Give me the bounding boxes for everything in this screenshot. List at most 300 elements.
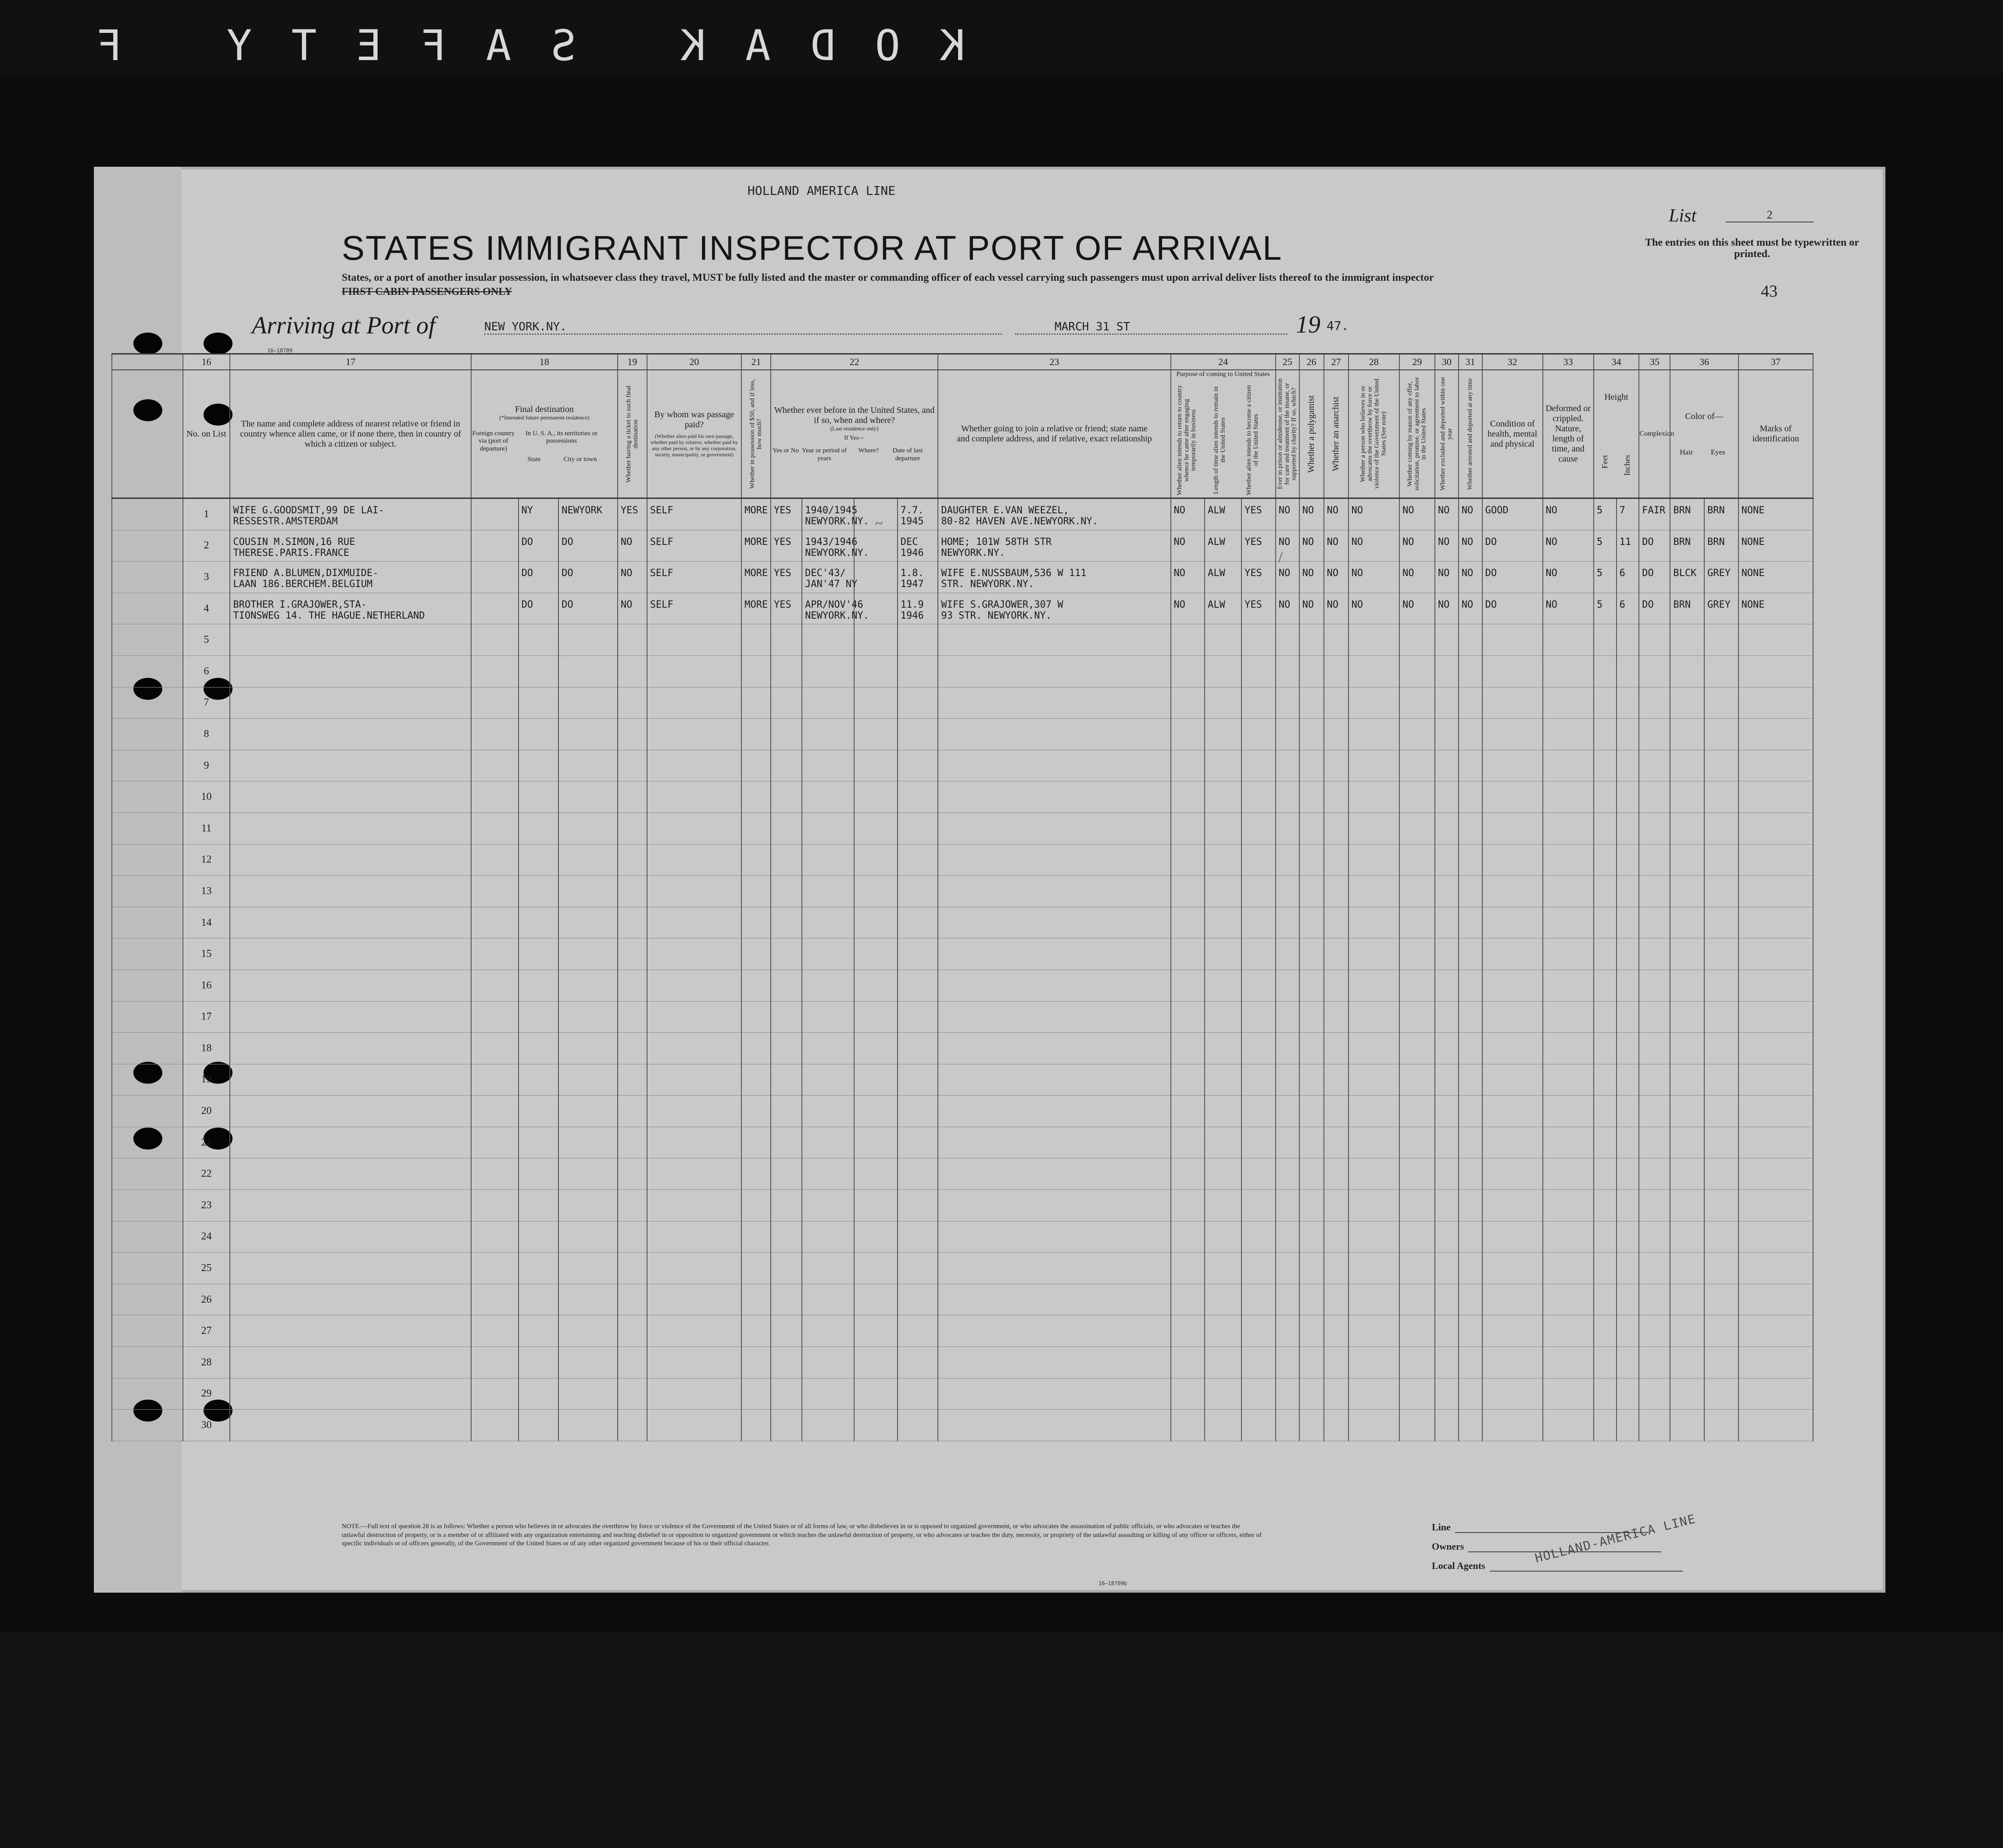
- excluded-label: Whether excluded and deported within one year: [1439, 377, 1453, 491]
- cell-purpose-return: [1171, 781, 1205, 813]
- cell-line: DO: [562, 599, 573, 610]
- cell-relative-address: [230, 593, 471, 624]
- cell-prev-where: [854, 624, 898, 656]
- cell-line: NO: [620, 568, 633, 579]
- film-bottom-border: [0, 1632, 2003, 1848]
- cell-join-relative: [938, 1315, 1170, 1347]
- cell-dest-city: [558, 1190, 618, 1221]
- struck-class-line: FIRST CABIN PASSENGERS ONLY: [342, 286, 512, 297]
- cell-purpose-return: [1171, 813, 1205, 844]
- money-label: Whether in possession of $50, and if less, how much?: [748, 379, 763, 489]
- cell-anarchist: [1324, 1410, 1348, 1441]
- cell-prison: [1276, 907, 1299, 938]
- cell-line: YES: [774, 568, 791, 579]
- cell-money: [741, 1410, 771, 1441]
- punch-hole: [133, 333, 162, 355]
- overthrow-label: Whether a person who believes in or advocates the overthrow by force or violence of the Government of the United States (See note): [1359, 379, 1388, 489]
- cell-line: NO: [1351, 505, 1363, 516]
- cell-dest-city: [558, 907, 618, 938]
- cell-line: WIFE G.GOODSMIT,99 DE LAI-: [233, 505, 384, 516]
- cell-line: NO: [620, 536, 633, 548]
- cell-prev-yes-no: [771, 1410, 802, 1441]
- cell-prev-years: [802, 1127, 854, 1158]
- cell-excluded: [1435, 1410, 1459, 1441]
- cell-dest-state: [519, 876, 559, 907]
- cell-hair-color: [1670, 1033, 1704, 1064]
- cell-blank: [112, 781, 183, 813]
- cell-labor-offer: [1399, 1064, 1435, 1096]
- cell-excluded: [1435, 1221, 1459, 1253]
- cell-ticket: [618, 844, 647, 876]
- cell-labor-offer: [1399, 938, 1435, 970]
- cell-line: NO: [1438, 536, 1450, 548]
- company-overline: HOLLAND AMERICA LINE: [748, 183, 896, 198]
- table-row: [112, 562, 1813, 593]
- cell-prison: [1276, 938, 1299, 970]
- cell-deformed: [1543, 1158, 1594, 1190]
- cell-relative-address: [230, 907, 471, 938]
- cell-relative-address: [230, 498, 471, 530]
- previous-us-ifyes: If Yes—: [844, 435, 865, 442]
- cell-purpose-citizen: [1241, 1347, 1276, 1379]
- cell-line: NO: [1327, 505, 1339, 516]
- footnote-question-28: NOTE.—Full text of question 28 is as follows: Whether a person who believes in or advocates the overthrow by force or violence of the Government of the United States or of all forms of law, or who disbelieves in or is opposed to organized government, or who advocates the assassination of public officials, or who advocates or teaches the unlawful destruction of property, or is a member of or affiliated with any organization entertaining and teaching disbelief in or opposition to organized government or which teaches the unlawful destruction of property, or who advocates or teaches the duty, necessity, or propriety of the unlawful assaulting or killing of any officer or officers, either of specific individuals or of officers generally, of the Government of the United States or of any other organized government because of his or their official character.: [342, 1523, 1262, 1547]
- cell-dest-state: [519, 750, 559, 781]
- cell-join-relative: [938, 876, 1170, 907]
- cell-height-feet: [1594, 781, 1617, 813]
- cell-line: ALW: [1208, 599, 1225, 610]
- cell-height-feet: [1594, 1315, 1617, 1347]
- cell-marks: [1738, 624, 1813, 656]
- cell-prev-date: [898, 938, 938, 970]
- cell-height-inches: [1617, 844, 1639, 876]
- cell-anarchist: [1324, 1064, 1348, 1096]
- cell-prev-where: [854, 1096, 898, 1127]
- cell-join-relative: [938, 624, 1170, 656]
- cell-hair-color: [1670, 498, 1704, 530]
- cell-join-relative: [938, 1410, 1170, 1441]
- cell-line: [855, 499, 897, 505]
- cell-marks: [1738, 655, 1813, 687]
- cell-polygamist: [1299, 876, 1324, 907]
- cell-relative-address: [230, 1096, 471, 1127]
- cell-polygamist: [1299, 624, 1324, 656]
- cell-passage-paid-by: [647, 1127, 742, 1158]
- cell-line: [472, 499, 518, 505]
- cell-join-relative: [938, 1190, 1170, 1221]
- cell-join-relative: [938, 970, 1170, 1001]
- cell-height-feet: [1594, 813, 1617, 844]
- cell-row-number: 22: [183, 1158, 230, 1190]
- cell-ticket: [618, 1378, 647, 1410]
- cell-purpose-return: [1171, 562, 1205, 593]
- cell-health: [1482, 1284, 1543, 1315]
- cell-labor-offer: [1399, 719, 1435, 750]
- cell-deported: [1459, 719, 1482, 750]
- cell-marks: [1738, 530, 1813, 562]
- cell-dest-city: [558, 1221, 618, 1253]
- cell-line: BRN: [1673, 599, 1691, 610]
- cell-join-relative: [938, 655, 1170, 687]
- cell-relative-address: [230, 1410, 471, 1441]
- cell-line: NONE: [1741, 568, 1765, 579]
- final-destination-title: Final destination: [515, 405, 574, 415]
- cell-deported: [1459, 498, 1482, 530]
- cell-passage-paid-by: [647, 1410, 742, 1441]
- cell-height-inches: [1617, 781, 1639, 813]
- header-join-relative: Whether going to join a relative or friend; state name and complete address, and if relative, exact relationship: [938, 370, 1170, 498]
- cell-blank: [112, 1064, 183, 1096]
- page-number: 43: [1761, 282, 1778, 301]
- cell-relative-address: [230, 1127, 471, 1158]
- cell-blank: [112, 1190, 183, 1221]
- cell-money: [741, 1158, 771, 1190]
- cell-foreign-country: [471, 907, 519, 938]
- cell-line: [855, 562, 897, 568]
- cell-join-relative: [938, 1096, 1170, 1127]
- col-num-28: 28: [1348, 354, 1399, 370]
- cell-money: [741, 1127, 771, 1158]
- final-destination-sub: (*Intended future permanent residence): [499, 414, 590, 421]
- cell-purpose-citizen: [1241, 593, 1276, 624]
- eyes-label: Eyes: [1710, 448, 1725, 456]
- cell-money: [741, 1190, 771, 1221]
- cell-blank: [112, 1315, 183, 1347]
- cell-height-inches: [1617, 1347, 1639, 1379]
- cell-line: DO: [1642, 568, 1654, 579]
- cell-purpose-citizen: [1241, 719, 1276, 750]
- cell-line: MORE: [744, 568, 768, 579]
- cell-deported: [1459, 1190, 1482, 1221]
- cell-relative-address: [230, 1315, 471, 1347]
- polygamist-label: Whether a polygamist: [1306, 395, 1316, 473]
- cell-prev-date: [898, 1127, 938, 1158]
- cell-excluded: [1435, 1127, 1459, 1158]
- cell-purpose-citizen: [1241, 687, 1276, 719]
- cell-purpose-return: [1171, 1284, 1205, 1315]
- cell-height-feet: [1594, 655, 1617, 687]
- cell-anarchist: [1324, 1221, 1348, 1253]
- cell-hair-color: [1670, 593, 1704, 624]
- cell-health: [1482, 498, 1543, 530]
- col-num-20: 20: [647, 354, 742, 370]
- date-departure-label: Date of last departure: [892, 447, 923, 462]
- cell-purpose-return: [1171, 530, 1205, 562]
- cell-line: 5: [1596, 599, 1603, 610]
- cell-passage-paid-by: [647, 781, 742, 813]
- cell-line: FRIEND A.BLUMEN,DIXMUIDE-: [233, 568, 379, 579]
- handwritten-annotation: ~: [873, 515, 884, 533]
- cell-join-relative: [938, 1064, 1170, 1096]
- cell-line: 5: [1596, 568, 1603, 579]
- cell-complexion: [1639, 1410, 1670, 1441]
- cell-excluded: [1435, 907, 1459, 938]
- cell-polygamist: [1299, 655, 1324, 687]
- cell-dest-city: [558, 624, 618, 656]
- cell-anarchist: [1324, 1378, 1348, 1410]
- cell-health: [1482, 624, 1543, 656]
- cell-prev-date: [898, 593, 938, 624]
- cell-row-number: 28: [183, 1347, 230, 1379]
- cell-line: BRN: [1707, 505, 1725, 516]
- cell-line: HOME; 101W 58TH STR: [941, 536, 1052, 548]
- cell-money: [741, 844, 771, 876]
- table-row: [112, 498, 1813, 530]
- cell-overthrow: [1348, 813, 1399, 844]
- cell-overthrow: [1348, 1347, 1399, 1379]
- cell-prev-yes-no: [771, 1378, 802, 1410]
- cell-foreign-country: [471, 938, 519, 970]
- cell-deported: [1459, 1221, 1482, 1253]
- cell-hair-color: [1670, 1378, 1704, 1410]
- cell-line: NEWYORK.NY.: [941, 547, 1005, 559]
- cell-deported: [1459, 1033, 1482, 1064]
- cell-line: [472, 530, 518, 537]
- cell-passage-paid-by: [647, 1001, 742, 1033]
- cell-polygamist: [1299, 1347, 1324, 1379]
- cell-deformed: [1543, 624, 1594, 656]
- cell-polygamist: [1299, 907, 1324, 938]
- cell-dest-city: [558, 1410, 618, 1441]
- cell-dest-city: [558, 1284, 618, 1315]
- cell-relative-address: [230, 562, 471, 593]
- cell-height-inches: [1617, 1001, 1639, 1033]
- cell-row-number: 5: [183, 624, 230, 656]
- cell-height-feet: [1594, 1127, 1617, 1158]
- cell-dest-state: [519, 938, 559, 970]
- table-row: [112, 938, 1813, 970]
- cell-complexion: [1639, 1096, 1670, 1127]
- cell-prison: [1276, 1347, 1299, 1379]
- cell-join-relative: [938, 938, 1170, 970]
- cell-dest-state: [519, 1033, 559, 1064]
- cell-prev-yes-no: [771, 844, 802, 876]
- cell-deported: [1459, 876, 1482, 907]
- cell-overthrow: [1348, 1001, 1399, 1033]
- cell-line: YES: [774, 536, 791, 548]
- form-code-bottom: 16—18709b: [1098, 1580, 1127, 1587]
- cell-relative-address: [230, 1001, 471, 1033]
- cell-row-number: 19: [183, 1064, 230, 1096]
- col-num-29: 29: [1399, 354, 1435, 370]
- cell-health: [1482, 1410, 1543, 1441]
- cell-prev-years: [802, 1253, 854, 1284]
- cell-anarchist: [1324, 719, 1348, 750]
- cell-prev-years: [802, 1096, 854, 1127]
- cell-line: 1946: [900, 547, 924, 559]
- cell-prev-yes-no: [771, 876, 802, 907]
- cell-eye-color: [1704, 750, 1738, 781]
- cell-purpose-length: [1205, 938, 1241, 970]
- manifest-table-wrap: [94, 353, 1885, 1441]
- cell-purpose-length: [1205, 562, 1241, 593]
- form-code: 16—18709: [267, 347, 293, 354]
- cell-prev-where: [854, 1190, 898, 1221]
- cell-relative-address: [230, 750, 471, 781]
- cell-deported: [1459, 813, 1482, 844]
- cell-health: [1482, 1064, 1543, 1096]
- cell-line: ALW: [1208, 568, 1225, 579]
- cell-height-inches: [1617, 1284, 1639, 1315]
- cell-polygamist: [1299, 1315, 1324, 1347]
- cell-passage-paid-by: [647, 1284, 742, 1315]
- cell-height-inches: [1617, 1033, 1639, 1064]
- cell-blank: [112, 1378, 183, 1410]
- cell-height-feet: [1594, 1378, 1617, 1410]
- usa-label: In U. S. A., its territories or possessions: [525, 430, 597, 445]
- cell-dest-state: [519, 781, 559, 813]
- cell-purpose-return: [1171, 1315, 1205, 1347]
- cell-marks: [1738, 1347, 1813, 1379]
- cell-dest-city: [558, 1096, 618, 1127]
- cell-line: [472, 593, 518, 599]
- cell-line: BRN: [1673, 536, 1691, 548]
- cell-purpose-length: [1205, 1127, 1241, 1158]
- cell-labor-offer: [1399, 844, 1435, 876]
- cell-height-inches: [1617, 498, 1639, 530]
- header-overthrow: [1348, 370, 1399, 498]
- cell-deported: [1459, 655, 1482, 687]
- cell-line: NO: [1302, 599, 1314, 610]
- cell-passage-paid-by: [647, 1190, 742, 1221]
- cell-line: NO: [1545, 505, 1557, 516]
- cell-money: [741, 1378, 771, 1410]
- city-label: City or town: [563, 455, 597, 463]
- cell-height-inches: [1617, 562, 1639, 593]
- cell-prev-date: [898, 1033, 938, 1064]
- cell-deformed: [1543, 1033, 1594, 1064]
- cell-prev-yes-no: [771, 1190, 802, 1221]
- cell-height-feet: [1594, 1410, 1617, 1441]
- header-deformed: Deformed or crippled. Nature, length of time, and cause: [1543, 370, 1594, 498]
- cell-prev-where: [854, 719, 898, 750]
- table-row: [112, 813, 1813, 844]
- foreign-country-label: Foreign country via (port of departure): [472, 430, 515, 452]
- cell-purpose-length: [1205, 1347, 1241, 1379]
- cell-prev-where: [854, 1001, 898, 1033]
- cell-line: YES: [620, 505, 638, 516]
- cell-polygamist: [1299, 813, 1324, 844]
- cell-prev-years: [802, 1064, 854, 1096]
- cell-anarchist: [1324, 1127, 1348, 1158]
- manifest-table: [111, 353, 1813, 1441]
- cell-overthrow: [1348, 781, 1399, 813]
- cell-eye-color: [1704, 687, 1738, 719]
- cell-labor-offer: [1399, 1378, 1435, 1410]
- cell-line: SELF: [650, 505, 673, 516]
- cell-height-feet: [1594, 1347, 1617, 1379]
- cell-passage-paid-by: [647, 750, 742, 781]
- cell-deported: [1459, 1001, 1482, 1033]
- cell-line: 1947: [900, 579, 924, 590]
- cell-prev-where: [854, 1253, 898, 1284]
- cell-purpose-return: [1171, 1190, 1205, 1221]
- cell-passage-paid-by: [647, 876, 742, 907]
- cell-labor-offer: [1399, 562, 1435, 593]
- cell-purpose-return: [1171, 1253, 1205, 1284]
- cell-prev-date: [898, 1096, 938, 1127]
- cell-line: YES: [1245, 568, 1262, 579]
- inches-label: Inches: [1622, 455, 1631, 476]
- cell-dest-state: [519, 844, 559, 876]
- cell-hair-color: [1670, 1064, 1704, 1096]
- list-number: 2: [1726, 208, 1813, 222]
- cell-dest-state: [519, 1347, 559, 1379]
- cell-line: NO: [1327, 536, 1339, 548]
- cell-polygamist: [1299, 750, 1324, 781]
- cell-labor-offer: [1399, 687, 1435, 719]
- cell-labor-offer: [1399, 1347, 1435, 1379]
- cell-blank: [112, 876, 183, 907]
- cell-labor-offer: [1399, 750, 1435, 781]
- cell-line: NO: [1278, 568, 1291, 579]
- cell-purpose-length: [1205, 593, 1241, 624]
- cell-line: NONE: [1741, 599, 1765, 610]
- cell-purpose-length: [1205, 624, 1241, 656]
- cell-prev-date: [898, 530, 938, 562]
- cell-excluded: [1435, 938, 1459, 970]
- cell-line: 80-82 HAVEN AVE.NEWYORK.NY.: [941, 516, 1098, 527]
- cell-foreign-country: [471, 1410, 519, 1441]
- cell-dest-state: [519, 1315, 559, 1347]
- cell-deformed: [1543, 1001, 1594, 1033]
- table-row: [112, 1001, 1813, 1033]
- cell-ticket: [618, 593, 647, 624]
- cell-prev-yes-no: [771, 1221, 802, 1253]
- cell-excluded: [1435, 498, 1459, 530]
- col-num-32: 32: [1482, 354, 1543, 370]
- purpose-title: Purpose of coming to United States: [1176, 371, 1270, 378]
- cell-prison: [1276, 1315, 1299, 1347]
- cell-prev-years: [802, 498, 869, 530]
- cell-prev-yes-no: [771, 655, 802, 687]
- cell-purpose-length: [1205, 876, 1241, 907]
- cell-height-inches: [1617, 970, 1639, 1001]
- cell-prev-yes-no: [771, 1127, 802, 1158]
- cell-deformed: [1543, 1347, 1594, 1379]
- cell-prev-where: [854, 1064, 898, 1096]
- cell-dest-city: [558, 498, 618, 530]
- cell-line: 1940/1945: [805, 505, 858, 516]
- cell-line: WIFE E.NUSSBAUM,536 W 111: [941, 568, 1087, 579]
- table-row: [112, 907, 1813, 938]
- cell-passage-paid-by: [647, 562, 742, 593]
- cell-purpose-return: [1171, 1410, 1205, 1441]
- cell-complexion: [1639, 844, 1670, 876]
- cell-complexion: [1639, 813, 1670, 844]
- cell-join-relative: [938, 1378, 1170, 1410]
- cell-hair-color: [1670, 562, 1704, 593]
- col-num-26: 26: [1299, 354, 1324, 370]
- cell-height-inches: [1617, 687, 1639, 719]
- cell-overthrow: [1348, 876, 1399, 907]
- cell-purpose-length: [1205, 1096, 1241, 1127]
- cell-join-relative: [938, 1127, 1170, 1158]
- cell-row-number: 23: [183, 1190, 230, 1221]
- cell-relative-address: [230, 1284, 471, 1315]
- cell-overthrow: [1348, 593, 1399, 624]
- cell-hair-color: [1670, 1001, 1704, 1033]
- cell-height-feet: [1594, 593, 1617, 624]
- cell-deformed: [1543, 562, 1594, 593]
- cell-purpose-citizen: [1241, 813, 1276, 844]
- cell-deported: [1459, 1315, 1482, 1347]
- cell-eye-color: [1704, 624, 1738, 656]
- cell-passage-paid-by: [647, 593, 742, 624]
- cell-join-relative: [938, 844, 1170, 876]
- cell-ticket: [618, 1064, 647, 1096]
- cell-prev-where: [854, 1221, 898, 1253]
